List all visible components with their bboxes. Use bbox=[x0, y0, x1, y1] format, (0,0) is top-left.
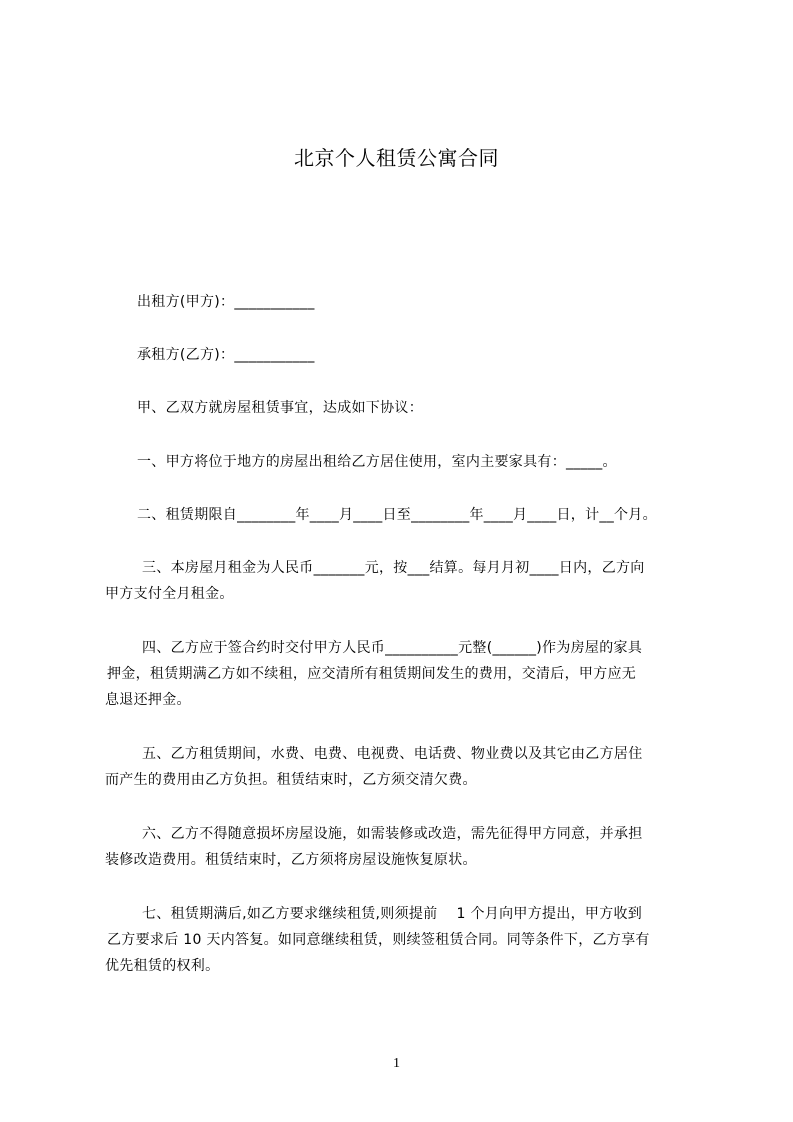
document-title: 北京个人租赁公寓合同 bbox=[294, 146, 499, 170]
clause-6-line-2: 装修改造费用。租赁结束时，乙方须将房屋设施恢复原状。 bbox=[105, 852, 477, 868]
lessor-line: 出租方(甲方)：___________ bbox=[137, 294, 315, 310]
clause-6-line-1: 六、乙方不得随意损坏房屋设施，如需装修或改造，需先征得甲方同意，并承担 bbox=[142, 826, 643, 842]
clause-7-line-1: 七、租赁期满后,如乙方要求继续租赁,则须提前 1 个月向甲方提出，甲方收到 bbox=[142, 906, 643, 922]
clause-3-line-2: 甲方支付全月租金。 bbox=[105, 586, 234, 602]
clause-5-line-2: 而产生的费用由乙方负担。租赁结束时，乙方须交清欠费。 bbox=[105, 772, 477, 788]
intro-line: 甲、乙双方就房屋租赁事宜，达成如下协议： bbox=[137, 400, 423, 416]
clause-7-line-2: 乙方要求后 10 天内答复。如同意继续租赁，则续签租赁合同。同等条件下，乙方享有 bbox=[107, 932, 650, 948]
clause-7-line-3: 优先租赁的权利。 bbox=[105, 958, 220, 974]
page-number: 1 bbox=[393, 1056, 400, 1071]
clause-4-line-1: 四、乙方应于签合约时交付甲方人民币__________元整(______)作为房屋的家具 bbox=[142, 640, 643, 656]
lessee-line: 承租方(乙方)：___________ bbox=[137, 347, 315, 363]
clause-2: 二、租赁期限自________年____月____日至________年____月____日，计__个月。 bbox=[137, 507, 657, 523]
clause-4-line-3: 息退还押金。 bbox=[105, 692, 191, 708]
clause-3-line-1: 三、本房屋月租金为人民币_______元，按___结算。每月月初____日内，乙方向 bbox=[142, 560, 645, 576]
clause-4-line-2: 押金，租赁期满乙方如不续租，应交清所有租赁期间发生的费用，交清后，甲方应无 bbox=[107, 666, 637, 682]
clause-5-line-1: 五、乙方租赁期间，水费、电费、电视费、电话费、物业费以及其它由乙方居住 bbox=[142, 746, 643, 762]
clause-1: 一、甲方将位于地方的房屋出租给乙方居住使用，室内主要家具有：_____。 bbox=[137, 454, 617, 470]
